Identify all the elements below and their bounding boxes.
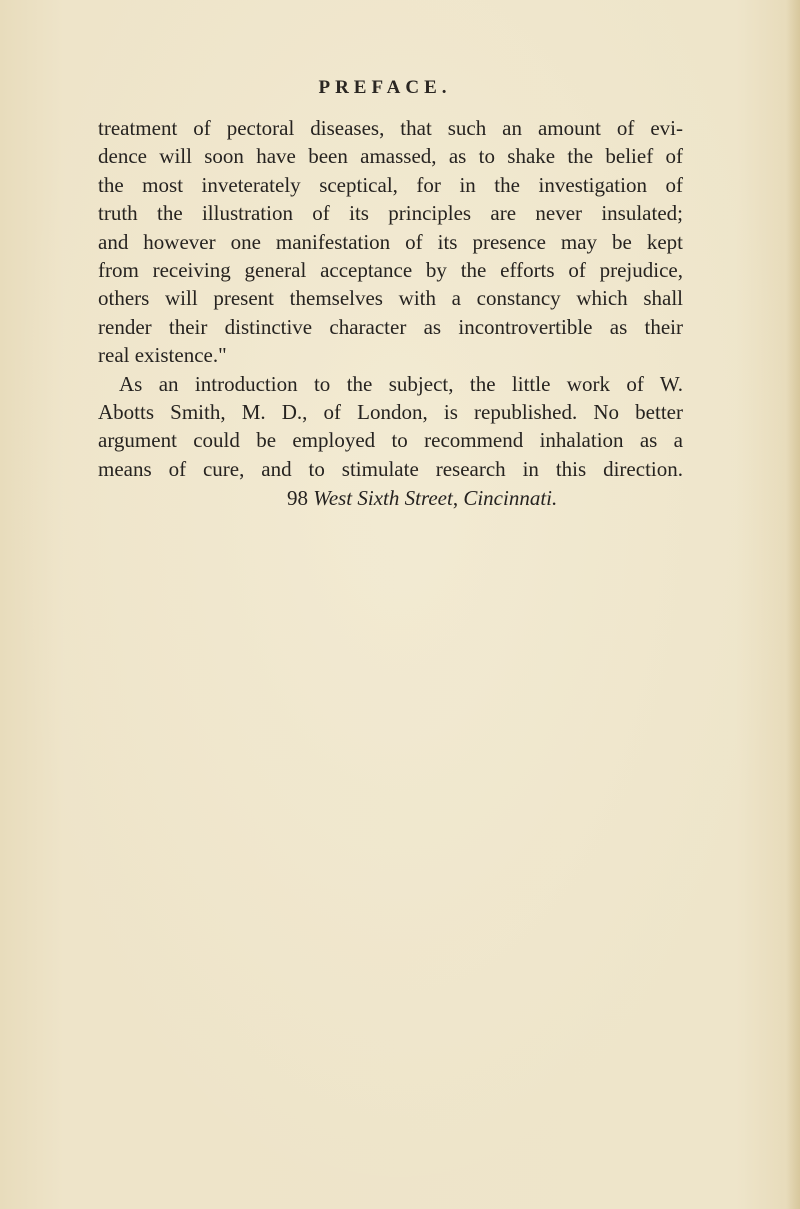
- text-line: real existence.": [98, 343, 227, 368]
- address-number: 98: [287, 486, 308, 511]
- address-city: Cincinnati.: [463, 486, 558, 511]
- address-separator: ,: [452, 486, 459, 511]
- text-line: from receiving general acceptance by the efforts of prejudice,: [98, 257, 683, 282]
- running-head: PREFACE.: [318, 77, 452, 98]
- text-line: dence will soon have been amassed, as to shake the belief of: [98, 144, 683, 169]
- text-line: others will present themselves with a constancy which shall: [98, 286, 683, 311]
- body-text: [98, 114, 683, 513]
- text-line: argument could be employed to recommend inhalation as a: [98, 428, 683, 453]
- text-line: treatment of pectoral diseases, that such an amount of evi-: [98, 116, 683, 140]
- page-edge: [786, 0, 800, 1209]
- text-line: the most inveterately sceptical, for in the investigation of: [98, 172, 683, 197]
- text-line: means of cure, and to stimulate research in this direction.: [98, 456, 683, 481]
- text-line: As an introduction to the subject, the little work of W.: [119, 371, 683, 396]
- text-line: render their distinctive character as incontrovertible as their: [98, 314, 683, 339]
- address-street: West Sixth Street: [313, 486, 453, 511]
- text-line: and however one manifestation of its presence may be kept: [98, 229, 683, 254]
- text-line: Abotts Smith, M. D., of London, is republished. No better: [98, 399, 683, 424]
- publisher-address: [98, 483, 683, 513]
- text-line: truth the illustration of its principles are never insulated;: [98, 201, 683, 226]
